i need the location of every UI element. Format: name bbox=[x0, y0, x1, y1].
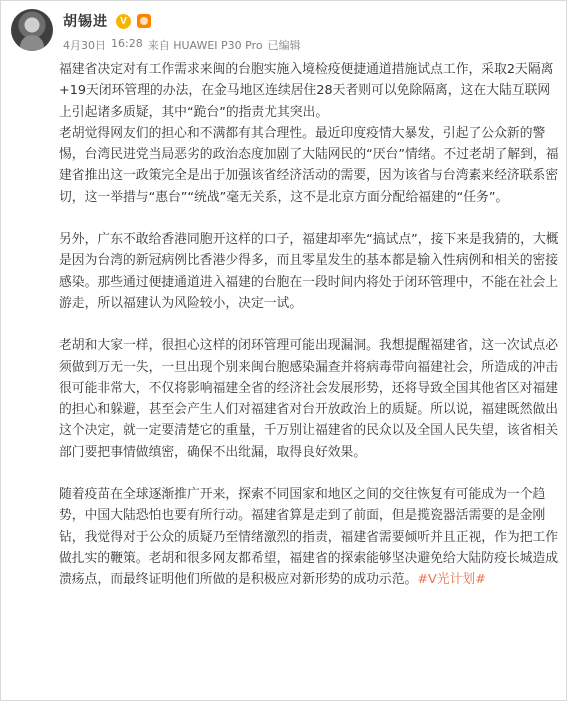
post-paragraph: 老胡和大家一样，很担心这样的闭环管理可能出现漏洞。我想提醒福建省，这一次试点必须做到万无一失，一旦出现个别来闽台胞感染漏查并将病毒带向福建社会，所造成的冲击很可能非常大，不仅将影响福建全省的经济社会发展形势，还将导致全国其他省区对福建的担心和躲避，甚至会产生人们对福建省对台开放政治上的质疑。所以说，福建既然做出这个决定，就一定要清楚它的重量，千万别让福建省的民众以及全国人民失望，该省相关部门要把事情做缜密，确保不出纰漏，取得良好效果。 bbox=[59, 338, 559, 460]
post-meta bbox=[63, 37, 301, 53]
post-paragraph: 福建省决定对有工作需求来闽的台胞实施入境检疫便捷通道措施试点工作，采取2天隔离+19天闭环管理的办法，在金马地区连续居住28天者则可以免除隔离，这在大陆互联网上引起诸多质疑，其中“跪台”的指责尤其突出。 bbox=[59, 62, 554, 120]
post-edited-label[interactable]: 已编辑 bbox=[267, 39, 301, 52]
post-paragraph: 老胡觉得网友们的担心和不满都有其合理性。最近印度疫情大暴发，引起了公众新的警惕，台湾民进党当局恶劣的政治态度加剧了大陆网民的“厌台”情绪。不过老胡了解到，福建省推出这一政策完全是出于加强该省经济活动的需要，因为该省与台湾素来经济联系密切，这一举措与“惠台”“统战”毫无关系，这不是北京方面分配给福建的“任务”。 bbox=[59, 125, 559, 205]
paragraph-spacer bbox=[59, 208, 561, 229]
paragraph-spacer bbox=[59, 463, 561, 484]
topic-link[interactable]: #V光计划# bbox=[417, 572, 486, 588]
member-badge-icon[interactable] bbox=[137, 14, 151, 28]
paragraph-spacer bbox=[59, 314, 561, 335]
post-source: 来自 HUAWEI P30 Pro bbox=[147, 39, 263, 52]
post-paragraph-last bbox=[59, 484, 561, 590]
post-paragraph-text: 随着疫苗在全球逐渐推广开来，探索不同国家和地区之间的交往恢复有可能成为一个趋势，中国大陆恐怕也要有所行动。福建省算是走到了前面，但是揽瓷器活需要的是金刚钻，我觉得对于公众的质疑乃至情绪激烈的指责，福建省需要倾听并且正视，作为把工作做扎实的鞭策。老胡和很多网友都希望，福建省的探索能够坚决避免给大陆防疫长城造成溃疡点，而最终证明他们所做的是积极应对新形势的成功示范。 bbox=[59, 487, 559, 588]
post-paragraph: 另外，广东不敢给香港同胞开这样的口子，福建却率先“搞试点”，接下来是我猜的，大概是因为台湾的新冠病例比香港少得多，而且零星发生的基本都是输入性病例和相关的密接感染。那些通过便捷通道进入福建的台胞在一段时间内将处于闭环管理中，不能在社会上游走，所以福建认为风险较小，决定一试。 bbox=[59, 232, 559, 311]
post-header bbox=[1, 1, 566, 57]
post-content bbox=[59, 59, 561, 591]
post-date[interactable]: 4月30日 bbox=[63, 39, 106, 52]
post-time[interactable]: 16:28 bbox=[111, 37, 143, 50]
author-name[interactable]: 胡锡进 bbox=[63, 14, 108, 30]
verified-badge-icon[interactable]: V bbox=[116, 14, 131, 29]
weibo-post bbox=[1, 1, 566, 700]
author-name-row bbox=[63, 11, 151, 31]
author-avatar[interactable] bbox=[11, 9, 53, 51]
